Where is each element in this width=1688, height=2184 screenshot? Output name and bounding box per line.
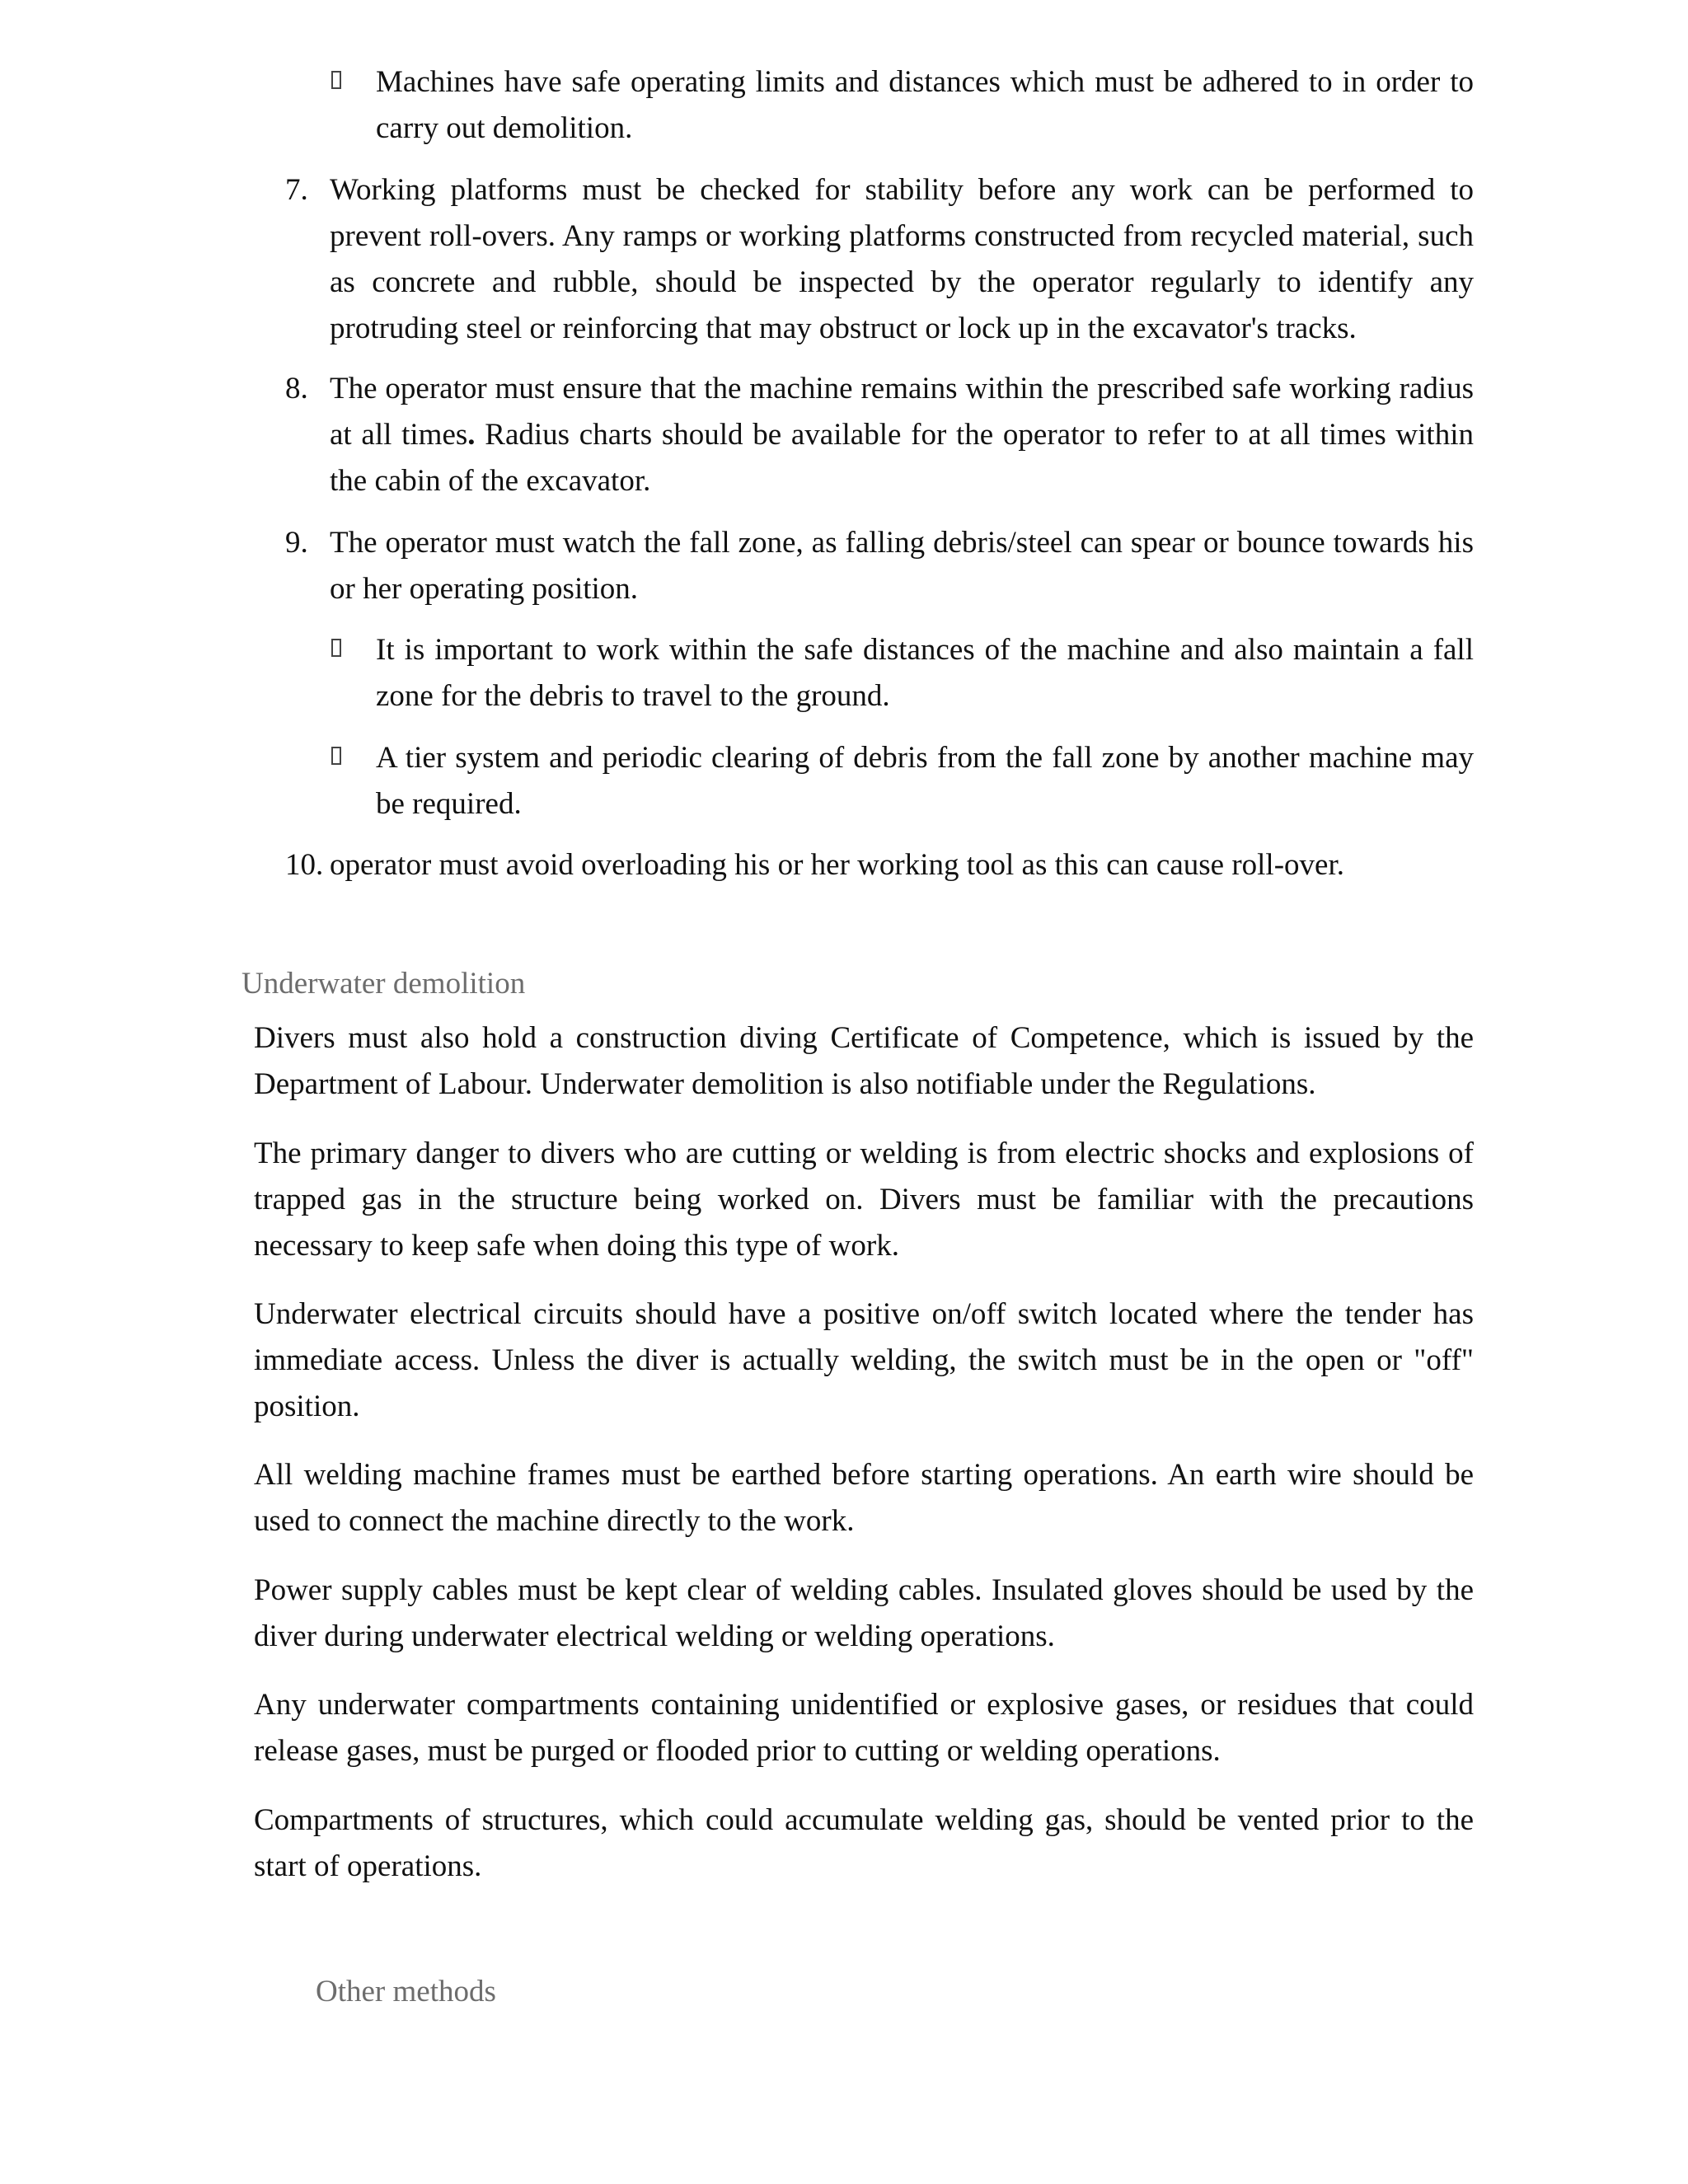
list-item-8 xyxy=(330,366,1474,504)
list-number-7: 7. xyxy=(285,173,308,207)
list-item-8-part-a: The operator must ensure that the machine remains within the prescribed safe working radius at all times xyxy=(330,372,1474,452)
paragraph-primary-danger: The primary danger to divers who are cutting or welding is from electric shocks and explosions of trapped gas in the structure being worked on. Divers must be familiar with the precautions necessary to keep safe when doing this type of work. xyxy=(254,1137,1474,1263)
bullet-safe-distances: It is important to work within the safe distances of the machine and also maintain a fall zone for the debris to travel to the ground. xyxy=(376,633,1474,713)
bullet-tier-system: A tier system and periodic clearing of debris from the fall zone by another machine may be required. xyxy=(376,741,1474,821)
list-item-8-bold-period: . xyxy=(467,418,476,452)
list-number-8: 8. xyxy=(285,372,308,405)
list-item-9: The operator must watch the fall zone, as falling debris/steel can spear or bounce towards his or her operating position. xyxy=(330,526,1474,606)
bullet-machines-limits: Machines have safe operating limits and distances which must be adhered to in order to carry out demolition. xyxy=(376,65,1474,145)
paragraph-power-supply: Power supply cables must be kept clear of welding cables. Insulated gloves should be used by the diver during underwater electrical welding or welding operations. xyxy=(254,1573,1474,1653)
paragraph-certificate: Divers must also hold a construction diving Certificate of Competence, which is issued by the Department of Labour. Underwater demolition is also notifiable under the Regulations. xyxy=(254,1021,1474,1101)
paragraph-electrical-circuits: Underwater electrical circuits should have a positive on/off switch located where the tender has immediate access. Unless the diver is actually welding, the switch must be in the open or "off" position. xyxy=(254,1297,1474,1423)
section-heading-other-methods: Other methods xyxy=(316,1975,496,2008)
list-item-7: Working platforms must be checked for stability before any work can be performed to prevent roll-overs. Any ramps or working platforms constructed from recycled material, such as concrete and rubble, should be inspected by the operator regularly to identify any protruding steel or reinforcing that may obstruct or lock up in the excavator's tracks. xyxy=(330,173,1474,345)
section-heading-underwater-demolition: Underwater demolition xyxy=(241,967,526,1001)
paragraph-compartments-gases: Any underwater compartments containing unidentified or explosive gases, or residues that could release gases, must be purged or flooded prior to cutting or welding operations. xyxy=(254,1688,1474,1768)
list-number-9: 9. xyxy=(285,526,308,560)
bullet-box-icon xyxy=(331,639,341,657)
list-item-8-part-b: Radius charts should be available for the operator to refer to at all times within the cabin of the excavator. xyxy=(330,418,1474,498)
paragraph-machine-frames: All welding machine frames must be earthed before starting operations. An earth wire should be used to connect the machine directly to the work. xyxy=(254,1458,1474,1538)
paragraph-compartments-vented: Compartments of structures, which could accumulate welding gas, should be vented prior to the start of operations. xyxy=(254,1803,1474,1883)
bullet-box-icon xyxy=(331,71,341,89)
bullet-box-icon xyxy=(331,747,341,765)
list-item-10: operator must avoid overloading his or her working tool as this can cause roll-over. xyxy=(330,848,1344,882)
list-number-10: 10. xyxy=(285,848,324,882)
